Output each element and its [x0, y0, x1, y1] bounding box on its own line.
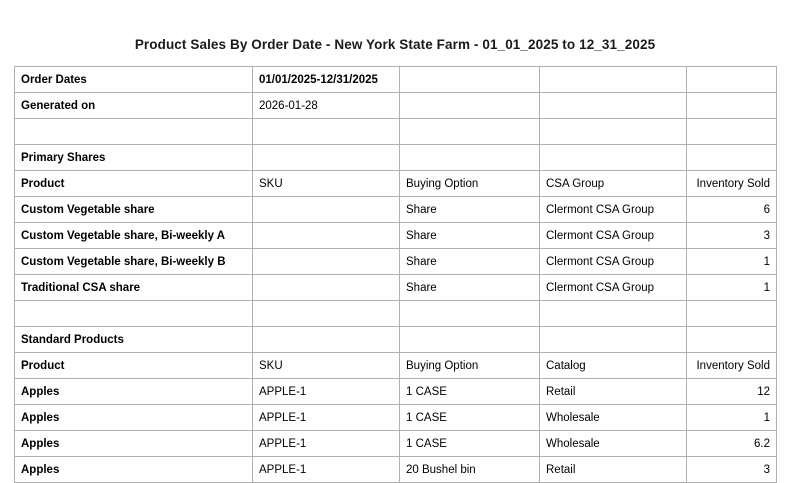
table-cell	[687, 67, 777, 93]
table-cell: Share	[400, 197, 540, 223]
table-cell	[253, 145, 400, 171]
table-cell: Clermont CSA Group	[540, 223, 687, 249]
table-cell: 12	[687, 379, 777, 405]
row-label-cell: Order Dates	[15, 67, 253, 93]
row-label-cell	[15, 301, 253, 327]
table-cell	[253, 197, 400, 223]
table-row	[15, 301, 777, 327]
table-cell: Share	[400, 249, 540, 275]
row-label-cell: Apples	[15, 405, 253, 431]
report-table-container	[14, 66, 776, 483]
table-row	[15, 249, 777, 275]
table-cell	[253, 301, 400, 327]
table-row	[15, 197, 777, 223]
table-cell	[540, 145, 687, 171]
row-label-cell	[15, 119, 253, 145]
table-cell	[253, 223, 400, 249]
table-cell: 01/01/2025-12/31/2025	[253, 67, 400, 93]
page-title: Product Sales By Order Date - New York State Farm - 01_01_2025 to 12_31_2025	[134, 37, 656, 52]
table-cell	[687, 145, 777, 171]
row-label-cell: Custom Vegetable share, Bi-weekly B	[15, 249, 253, 275]
table-cell: 3	[687, 223, 777, 249]
table-row	[15, 93, 777, 119]
table-cell	[400, 93, 540, 119]
table-cell: Inventory Sold	[687, 171, 777, 197]
table-cell: Wholesale	[540, 405, 687, 431]
row-label-cell: Apples	[15, 457, 253, 483]
table-cell: 1	[687, 249, 777, 275]
table-cell	[540, 301, 687, 327]
table-row	[15, 171, 777, 197]
table-row	[15, 353, 777, 379]
row-label-cell: Product	[15, 171, 253, 197]
table-cell: 6	[687, 197, 777, 223]
row-label-cell: Apples	[15, 379, 253, 405]
row-label-cell: Generated on	[15, 93, 253, 119]
table-cell	[687, 301, 777, 327]
table-row	[15, 223, 777, 249]
table-cell: Clermont CSA Group	[540, 249, 687, 275]
table-cell	[253, 275, 400, 301]
table-cell: Retail	[540, 457, 687, 483]
table-row	[15, 145, 777, 171]
table-cell	[400, 301, 540, 327]
table-row	[15, 327, 777, 353]
table-cell	[540, 327, 687, 353]
row-label-cell: Product	[15, 353, 253, 379]
table-cell: APPLE-1	[253, 457, 400, 483]
row-label-cell: Apples	[15, 431, 253, 457]
row-label-cell: Traditional CSA share	[15, 275, 253, 301]
table-cell: Buying Option	[400, 171, 540, 197]
table-cell: APPLE-1	[253, 379, 400, 405]
table-cell	[687, 327, 777, 353]
table-cell	[253, 249, 400, 275]
table-row	[15, 379, 777, 405]
table-cell: Wholesale	[540, 431, 687, 457]
table-cell	[253, 327, 400, 353]
table-row	[15, 275, 777, 301]
table-row	[15, 457, 777, 483]
table-cell: Clermont CSA Group	[540, 275, 687, 301]
table-cell	[400, 119, 540, 145]
table-cell: 1	[687, 275, 777, 301]
table-cell: 3	[687, 457, 777, 483]
table-cell: APPLE-1	[253, 431, 400, 457]
table-cell: CSA Group	[540, 171, 687, 197]
table-cell	[400, 67, 540, 93]
table-cell: SKU	[253, 353, 400, 379]
table-cell: Retail	[540, 379, 687, 405]
table-cell	[540, 93, 687, 119]
table-cell: Catalog	[540, 353, 687, 379]
table-cell: 6.2	[687, 431, 777, 457]
table-cell	[687, 93, 777, 119]
table-cell: 20 Bushel bin	[400, 457, 540, 483]
table-row	[15, 405, 777, 431]
table-cell: SKU	[253, 171, 400, 197]
table-cell: Share	[400, 223, 540, 249]
table-cell: 1 CASE	[400, 405, 540, 431]
table-cell	[400, 327, 540, 353]
table-cell: Buying Option	[400, 353, 540, 379]
row-label-cell: Standard Products	[15, 327, 253, 353]
table-cell: 1 CASE	[400, 379, 540, 405]
table-row	[15, 67, 777, 93]
table-row	[15, 431, 777, 457]
table-cell	[687, 119, 777, 145]
table-row	[15, 119, 777, 145]
row-label-cell: Custom Vegetable share, Bi-weekly A	[15, 223, 253, 249]
row-label-cell: Primary Shares	[15, 145, 253, 171]
table-cell: 2026-01-28	[253, 93, 400, 119]
table-cell: Share	[400, 275, 540, 301]
table-body	[15, 67, 777, 483]
table-cell	[400, 145, 540, 171]
table-cell	[540, 67, 687, 93]
table-cell: APPLE-1	[253, 405, 400, 431]
product-sales-table	[14, 66, 777, 483]
table-cell: 1	[687, 405, 777, 431]
table-cell	[540, 119, 687, 145]
table-cell	[253, 119, 400, 145]
row-label-cell: Custom Vegetable share	[15, 197, 253, 223]
table-cell: Inventory Sold	[687, 353, 777, 379]
table-cell: 1 CASE	[400, 431, 540, 457]
table-cell: Clermont CSA Group	[540, 197, 687, 223]
